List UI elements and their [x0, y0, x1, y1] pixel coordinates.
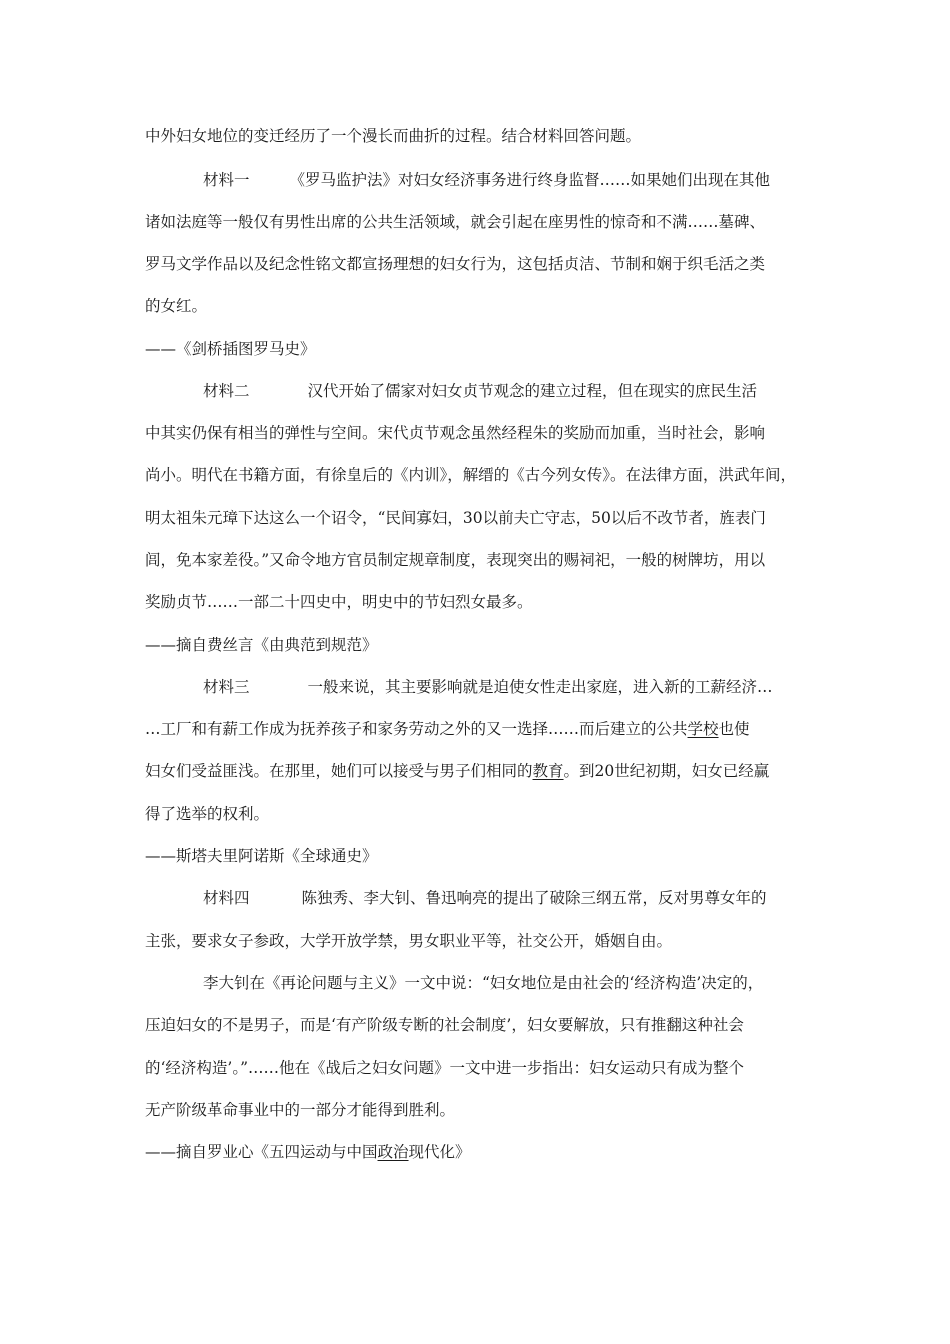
material-3-line-1: 材料三 一般来说，其主要影响就是迫使女性走出家庭，进入新的工薪经济…	[203, 678, 773, 696]
material-3-label: 材料三	[203, 678, 250, 696]
politics-link[interactable]: 政治	[377, 1143, 409, 1161]
material-4-line-1: 材料四 陈独秀、李大钊、鲁迅响亮的提出了破除三纲五常，反对男尊女年的	[203, 889, 767, 907]
material-2-label: 材料二	[203, 382, 250, 400]
material-1-source: ——《剑桥插图罗马史》	[145, 340, 316, 358]
material-4-para-2-line-3: 的‘经济构造’。”……他在《战后之妇女问题》一文中进一步指出：妇女运动只有成为整个	[145, 1059, 745, 1077]
material-1-line-3: 罗马文学作品以及纪念性铭文都宣扬理想的妇女行为，这包括贞洁、节制和娴于织毛活之类	[145, 255, 766, 273]
material-4-label: 材料四	[203, 889, 250, 907]
material-4-para-2-line-1: 李大钊在《再论问题与主义》一文中说：“妇女地位是由社会的‘经济构造’决定的，	[203, 974, 764, 992]
material-4-source: ——摘自罗业心《五四运动与中国政治现代化》	[145, 1143, 471, 1161]
school-link[interactable]: 学校	[687, 720, 719, 738]
material-4-line-2: 主张，要求女子参政，大学开放学禁，男女职业平等，社交公开，婚姻自由。	[145, 932, 673, 950]
material-2-line-5: 闾，免本家差役。”又命令地方官员制定规章制度，表现突出的赐祠祀，一般的树牌坊，用以	[145, 551, 766, 569]
material-2-line-1: 材料二 汉代开始了儒家对妇女贞节观念的建立过程，但在现实的庶民生活	[203, 382, 758, 400]
material-3-source: ——斯塔夫里阿诺斯《全球通史》	[145, 847, 378, 865]
material-3-line-4: 得了选举的权利。	[145, 805, 270, 823]
material-3-line-2: …工厂和有薪工作成为抚养孩子和家务劳动之外的又一选择……而后建立的公共学校也使	[145, 720, 750, 738]
material-2-line-3: 尚小。明代在书籍方面，有徐皇后的《内训》，解缙的《古今列女传》。在法律方面，洪武年间，	[145, 466, 797, 484]
material-2-line-2: 中其实仍保有相当的弹性与空间。宋代贞节观念虽然经程朱的奖励而加重，当时社会，影响	[145, 424, 766, 442]
material-3-line-3: 妇女们受益匪浅。在那里，她们可以接受与男子们相同的教育。到20世纪初期，妇女已经赢	[145, 762, 770, 780]
material-2-source: ——摘自费丝言《由典范到规范》	[145, 636, 378, 654]
material-4-para-2-line-4: 无产阶级革命事业中的一部分才能得到胜利。	[145, 1101, 456, 1119]
material-1-line-1: 材料一 《罗马监护法》对妇女经济事务进行终身监督……如果她们出现在其他	[203, 171, 771, 189]
material-1-label: 材料一	[203, 171, 250, 189]
education-link[interactable]: 教育	[532, 762, 564, 780]
material-1-line-2: 诸如法庭等一般仅有男性出席的公共生活领域，就会引起在座男性的惊奇和不满……墓碑、	[145, 213, 766, 231]
material-1-line-4: 的女红。	[145, 297, 208, 315]
intro-text: 中外妇女地位的变迁经历了一个漫长而曲折的过程。结合材料回答问题。	[145, 127, 642, 145]
material-4-para-2-line-2: 压迫妇女的不是男子，而是‘有产阶级专断的社会制度’，妇女要解放，只有推翻这种社会	[145, 1016, 744, 1034]
material-2-line-6: 奖励贞节……一部二十四史中，明史中的节妇烈女最多。	[145, 593, 533, 611]
material-2-line-4: 明太祖朱元璋下达这么一个诏令，“民间寡妇，30以前夫亡守志，50以后不改节者，旌表门	[145, 509, 766, 527]
